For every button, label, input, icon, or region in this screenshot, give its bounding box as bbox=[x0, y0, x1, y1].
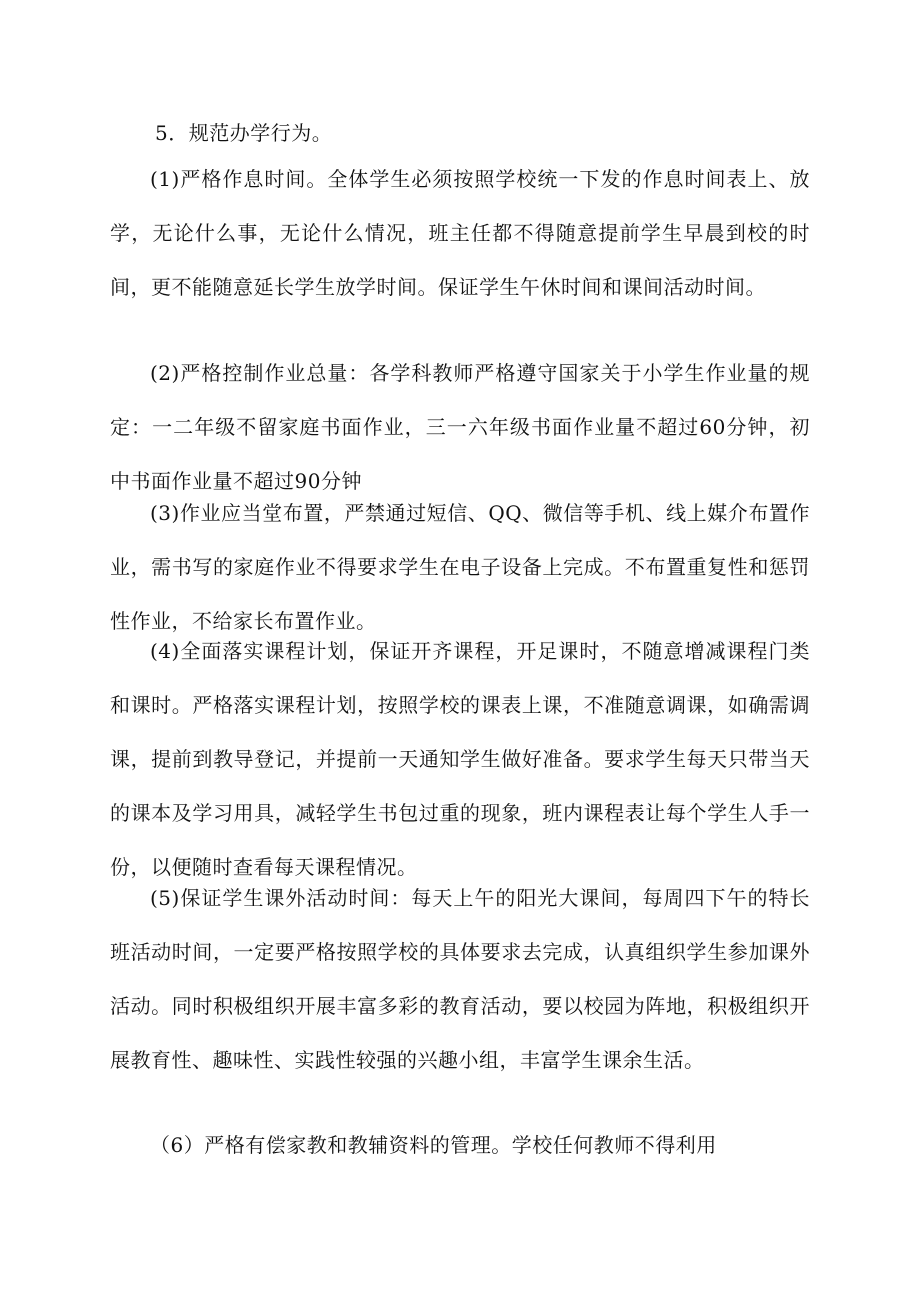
paragraph-2: (2)严格控制作业总量：各学科教师严格遵守国家关于小学生作业量的规定：一二年级不留家庭书面作业，三一六年级书面作业量不超过60分钟，初中书面作业量不超过90分钟 bbox=[110, 361, 810, 493]
paragraph-4: (4)全面落实课程计划，保证开齐课程，开足课时，不随意增减课程门类和课时。严格落实课程计划，按照学校的课表上课，不准随意调课，如确需调课，提前到教导登记，并提前一天通知学生做好准备。要求学生每天只带当天的课本及学习用具，减轻学生书包过重的现象，班内课程表让每个学生人手一份，以便随时查看每天课程情况。 bbox=[110, 639, 810, 879]
paragraph-3: (3)作业应当堂布置，严禁通过短信、QQ、微信等手机、线上媒介布置作业，需书写的家庭作业不得要求学生在电子设备上完成。不布置重复性和惩罚性作业，不给家长布置作业。 bbox=[110, 501, 810, 633]
section-heading: 5．规范办学行为。 bbox=[155, 121, 333, 145]
paragraph-1: (1)严格作息时间。全体学生必须按照学校统一下发的作息时间表上、放学，无论什么事，无论什么情况，班主任都不得随意提前学生早晨到校的时间，更不能随意延长学生放学时间。保证学生午休时间和课间活动时间。 bbox=[110, 167, 810, 299]
paragraph-5: (5)保证学生课外活动时间：每天上午的阳光大课间，每周四下午的特长班活动时间，一定要严格按照学校的具体要求去完成，认真组织学生参加课外活动。同时积极组织开展丰富多彩的教育活动，要以校园为阵地，积极组织开展教育性、趣味性、实践性较强的兴趣小组，丰富学生课余生活。 bbox=[110, 886, 810, 1072]
paragraph-6: （6）严格有偿家教和教辅资料的管理。学校任何教师不得利用 bbox=[150, 1133, 717, 1157]
